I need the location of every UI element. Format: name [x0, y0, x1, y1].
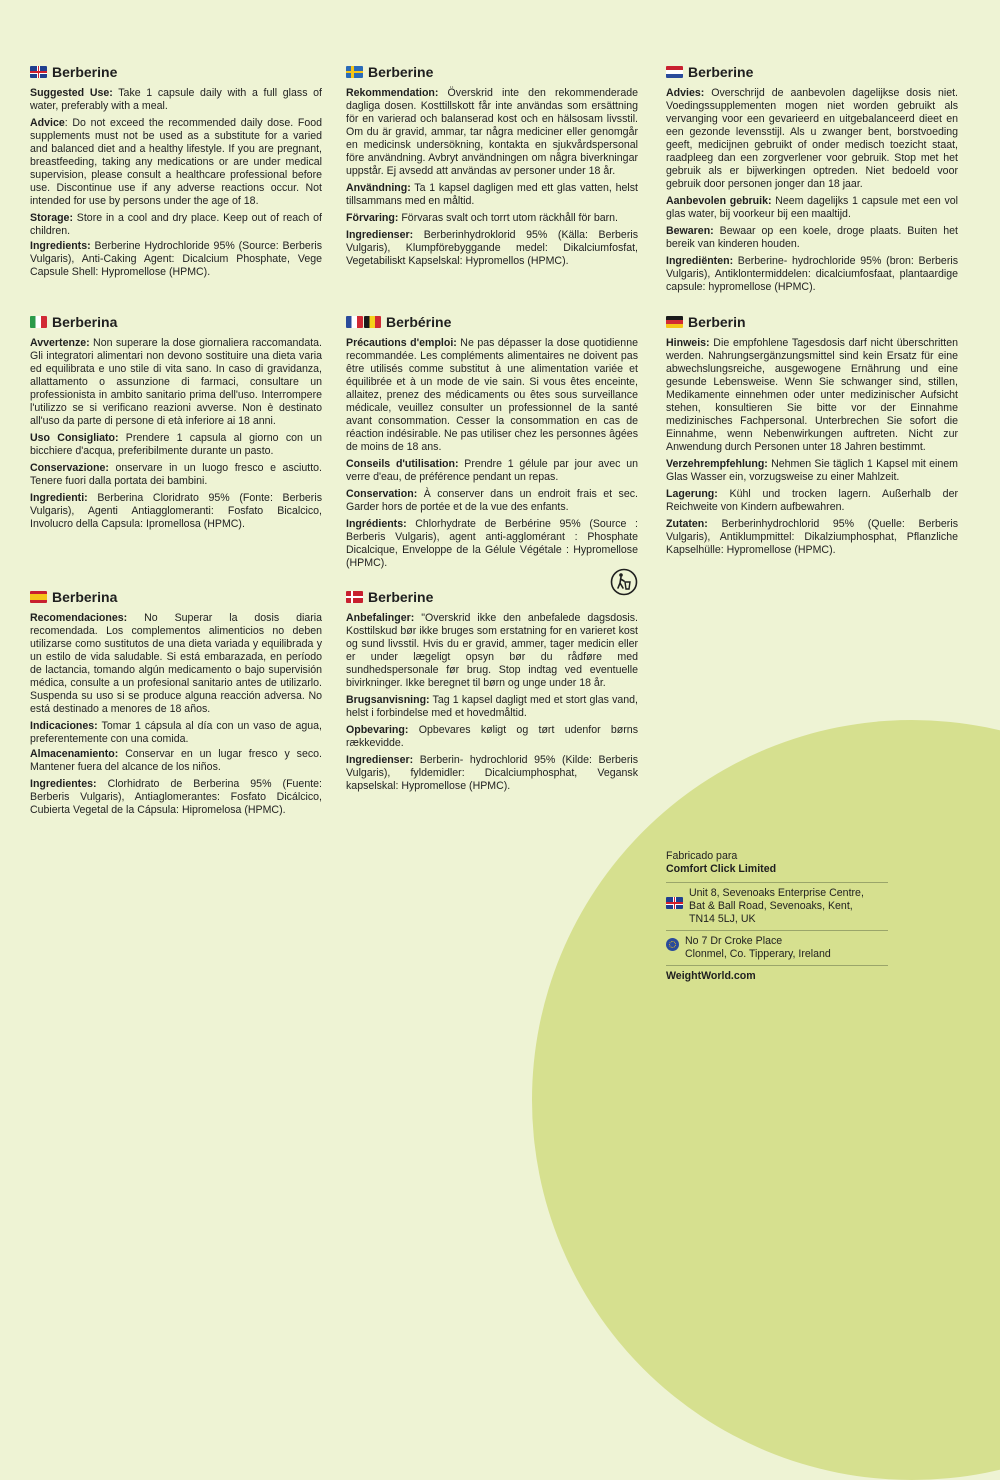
section-heading: [666, 63, 958, 81]
section-danish: [346, 588, 638, 797]
spain-flag-icon: [30, 591, 47, 603]
section-italian: [30, 313, 322, 535]
section-french: [346, 313, 638, 574]
paragraph: Conservation: À conserver dans un endroit frais et sec. Garder hors de portée et de la vue des enfants.: [346, 488, 638, 513]
section-german: [666, 313, 958, 561]
section-dutch: [666, 63, 958, 298]
company-name: Comfort Click Limited: [666, 863, 777, 875]
ireland-address: No 7 Dr Croke Place Clonmel, Co. Tipperary, Ireland: [666, 931, 888, 965]
denmark-flag-icon: [346, 591, 363, 603]
section-heading: [346, 313, 638, 331]
section-heading: [30, 588, 322, 606]
section-spanish: [30, 588, 322, 821]
paragraph: Brugsanvisning: Tag 1 kapsel dagligt med et stort glas vand, helst i forbindelse med et hovedmåltid.: [346, 694, 638, 719]
section-title: Berberina: [52, 589, 118, 605]
section-title: Berberine: [52, 64, 118, 80]
paragraph: Opbevaring: Opbevares køligt og tørt udenfor børns rækkevidde.: [346, 724, 638, 749]
paragraph: Zutaten: Berberinhydrochlorid 95% (Quelle: Berberis Vulgaris), Antiklumpmittel: Dikalziumphosphat, Pflanzliche Kapselhülle: Hypromellose (HPMC).: [666, 518, 958, 556]
paragraph: Conseils d'utilisation: Prendre 1 gélule par jour avec un verre d'eau, de préférence pendant un repas.: [346, 458, 638, 483]
recycle-person-icon: [610, 568, 638, 596]
paragraph: Précautions d'emploi: Ne pas dépasser la dose quotidienne recommandée. Les compléments alimentaires ne doivent pas être utilisés comme substitut à une alimentation variée et équilibrée et à un mode de vie sain. Si vous êtes enceinte, allaitez, prenez des médicaments ou êtes sous surveillance médicale, veuillez consulter un professionnel de la santé avant consommation. Cesser la consommation en cas de réaction indésirable. Ne pas utiliser chez les personnes âgées de moins de 18 ans.: [346, 337, 638, 453]
italy-flag-icon: [30, 316, 47, 328]
paragraph: Avvertenze: Non superare la dose giornaliera raccomandata. Gli integratori alimentari non devono sostituire una dieta varia ed equilibrata e uno stile di vita sano. In caso di gravidanza, allattamento o assunzione di farmaci, consultare un professionista in ambito sanitario prima dell'uso. Interrompere l'utilizzo se si verificano reazioni avverse. Non è destinato all'uso da parte di persone di età inferiore ai 18 anni.: [30, 337, 322, 427]
paragraph: Ingrediënten: Berberine- hydrochloride 95% (bron: Berberis Vulgaris), Antiklontermiddelen: dicalciumfosfaat, plantaardige capsule: hypromellose (HPMC).: [666, 255, 958, 293]
section-english: [30, 63, 322, 283]
section-title: Berberine: [368, 64, 434, 80]
paragraph: Conservazione: onservare in un luogo fresco e asciutto. Tenere fuori dalla portata dei bambini.: [30, 462, 322, 487]
section-title: Berbérine: [386, 314, 452, 330]
section-title: Berberine: [688, 64, 754, 80]
paragraph: Verzehrempfehlung: Nehmen Sie täglich 1 Kapsel mit einem Glas Wasser ein, vorzugsweise zu einer Mahlzeit.: [666, 458, 958, 483]
paragraph: Anbefalinger: "Overskrid ikke den anbefalede dagsdosis. Kosttilskud bør ikke bruges som erstatning for en varieret kost og sund livsstil. Hvis du er gravid, ammer, tager medicin eller er under lægeligt opsyn bør du rådføre med sundhedspersonale før brug. Stop indtag ved eventuelle bivirkninger. Ikke beregnet til børn og unge under 18 år.: [346, 612, 638, 689]
paragraph: Storage: Store in a cool and dry place. Keep out of reach of children.: [30, 212, 322, 237]
section-heading: [346, 588, 638, 606]
paragraph: Ingredienti: Berberina Cloridrato 95% (Fonte: Berberis Vulgaris), Agenti Antiagglomeranti: Fosfato Bicalcico, Involucro della Capsula: Ipromellosa (HPMC).: [30, 492, 322, 530]
eu-flag-icon: [666, 938, 679, 951]
paragraph: Recomendaciones: No Superar la dosis diaria recomendada. Los complementos alimenticios no deben utilizarse como sustitutos de una dieta variada y equilibrada y un estilo de vida saludable. Si está embarazada, en período de lactancia, tomando algún medicamento o bajo supervisión médica, consulte a un profesional sanitario antes de utilizarlo. Suspenda su uso si se produce alguna reacción adversa. No está destinado a menores de 18 años.: [30, 612, 322, 715]
section-swedish: [346, 63, 638, 272]
uk-flag-icon: [666, 897, 683, 909]
paragraph: Ingredienser: Berberinhydroklorid 95% (Källa: Berberis Vulgaris), Klumpförebyggande medel: Dikalciumfosfat, Vegetabiliskt Kapselskal: Hypromellos (HPMC).: [346, 229, 638, 267]
section-title: Berberina: [52, 314, 118, 330]
paragraph: Förvaring: Förvaras svalt och torrt utom räckhåll för barn.: [346, 212, 618, 224]
germany-flag-icon: [666, 316, 683, 328]
paragraph: Indicaciones: Tomar 1 cápsula al día con un vaso de agua, preferentemente con una comida.: [30, 720, 322, 745]
section-heading: [30, 63, 322, 81]
sweden-flag-icon: [346, 66, 363, 78]
section-title: Berberin: [688, 314, 746, 330]
section-heading: [346, 63, 638, 81]
paragraph: Almacenamiento: Conservar en un lugar fresco y seco. Mantener fuera del alcance de los niños.: [30, 748, 322, 773]
uk-address: Unit 8, Sevenoaks Enterprise Centre, Bat & Ball Road, Sevenoaks, Kent, TN14 5LJ, UK: [666, 883, 888, 930]
france-flag-icon: [346, 316, 363, 328]
paragraph: Uso Consigliato: Prendere 1 capsula al giorno con un bicchiere d'acqua, preferibilmente durante un pasto.: [30, 432, 322, 457]
paragraph: Bewaren: Bewaar op een koele, droge plaats. Buiten het bereik van kinderen houden.: [666, 225, 958, 250]
paragraph: Advice: Do not exceed the recommended daily dose. Food supplements must not be used as a substitute for a varied and balanced diet and a healthy lifestyle. If you are pregnant, breastfeeding, taking any medications or are under medical supervision, please consult a healthcare professional before use. Discontinue use if any adverse reactions occur. Not intended for use by persons under the age of 18.: [30, 117, 322, 207]
paragraph: Användning: Ta 1 kapsel dagligen med ett glas vatten, helst tillsammans med en måltid.: [346, 182, 638, 207]
paragraph: Ingredients: Berberine Hydrochloride 95% (Source: Berberis Vulgaris), Anti-Caking Agent: Dicalcium Phosphate, Vege Capsule Shell: Hypromellose (HPMC).: [30, 240, 322, 278]
paragraph: Lagerung: Kühl und trocken lagern. Außerhalb der Reichweite von Kindern aufbewahren.: [666, 488, 958, 513]
paragraph: Suggested Use: Take 1 capsule daily with a full glass of water, preferably with a meal.: [30, 87, 322, 112]
section-heading: [666, 313, 958, 331]
belgium-flag-icon: [364, 316, 381, 328]
paragraph: Ingrédients: Chlorhydrate de Berbérine 95% (Source : Berberis Vulgaris), agent anti-agglomérant : Phosphate Dicalcique, Enveloppe de la Gélule Végétale : Hypromellose (HPMC).: [346, 518, 638, 569]
paragraph: Ingredienser: Berberin- hydrochlorid 95% (Kilde: Berberis Vulgaris), fyldemidler: Dicalciumphosphat, Vegansk kapselskal: Hypromellose (HPMC).: [346, 754, 638, 792]
paragraph: Hinweis: Die empfohlene Tagesdosis darf nicht überschritten werden. Nahrungsergänzungsmittel sind kein Ersatz für eine abwechslungsreiche, ausgewogene Ernährung und eine gesunde Lebensweise. Wenn Sie schwanger sind, stillen, Medikamente einnehmen oder unter medizinischer Aufsicht stehen, konsultieren Sie bitte vor der Einnahme medizinisches Fachpersonal. Unterbrechen Sie sofort die Einnahme, wenn Nebenwirkungen auftreten. Nicht zur Anwendung durch Personen unter 18 Jahren bestimmt.: [666, 337, 958, 453]
uk-flag-icon: [30, 66, 47, 78]
decorative-circle: [532, 720, 1000, 1480]
paragraph: Aanbevolen gebruik: Neem dagelijks 1 capsule met een vol glas water, bij voorkeur bij een maaltijd.: [666, 195, 958, 220]
paragraph: Rekommendation: Överskrid inte den rekommenderade dagliga dosen. Kosttillskott får inte användas som ersättning för en varierad och balanserad kost och en hälsosam livsstil. Om du är gravid, ammar, tar några mediciner eller genomgår en medicinsk undersökning, kontakta en sjukvårdspersonal före användning. Avbryt användningen om några biverkningar uppstår. Ej avsedd att användas av personer under 18 år.: [346, 87, 638, 177]
paragraph: Ingredientes: Clorhidrato de Berberina 95% (Fuente: Berberis Vulgaris), Antiaglomerantes: Fosfato Dicálcico, Cubierta Vegetal de la Cápsula: Hipromelosa (HPMC).: [30, 778, 322, 816]
made-for-label: Fabricado para: [666, 850, 738, 862]
paragraph: Advies: Overschrijd de aanbevolen dagelijkse dosis niet. Voedingssupplementen mogen niet worden gebruikt als vervanging voor een gevarieerd en uitgebalanceerd dieet en een gezonde levensstijl. Als u zwanger bent, borstvoeding geeft, medicijnen gebruikt of onder medisch toezicht staat, raadpleeg dan een zorgverlener voor gebruik. Stop met het gebruik als er bijwerkingen optreden. Niet bedoeld voor gebruik door personen jonger dan 18 jaar.: [666, 87, 958, 190]
section-title: Berberine: [368, 589, 434, 605]
manufacturer-info: [666, 850, 888, 983]
netherlands-flag-icon: [666, 66, 683, 78]
section-heading: [30, 313, 322, 331]
website: WeightWorld.com: [666, 970, 756, 982]
